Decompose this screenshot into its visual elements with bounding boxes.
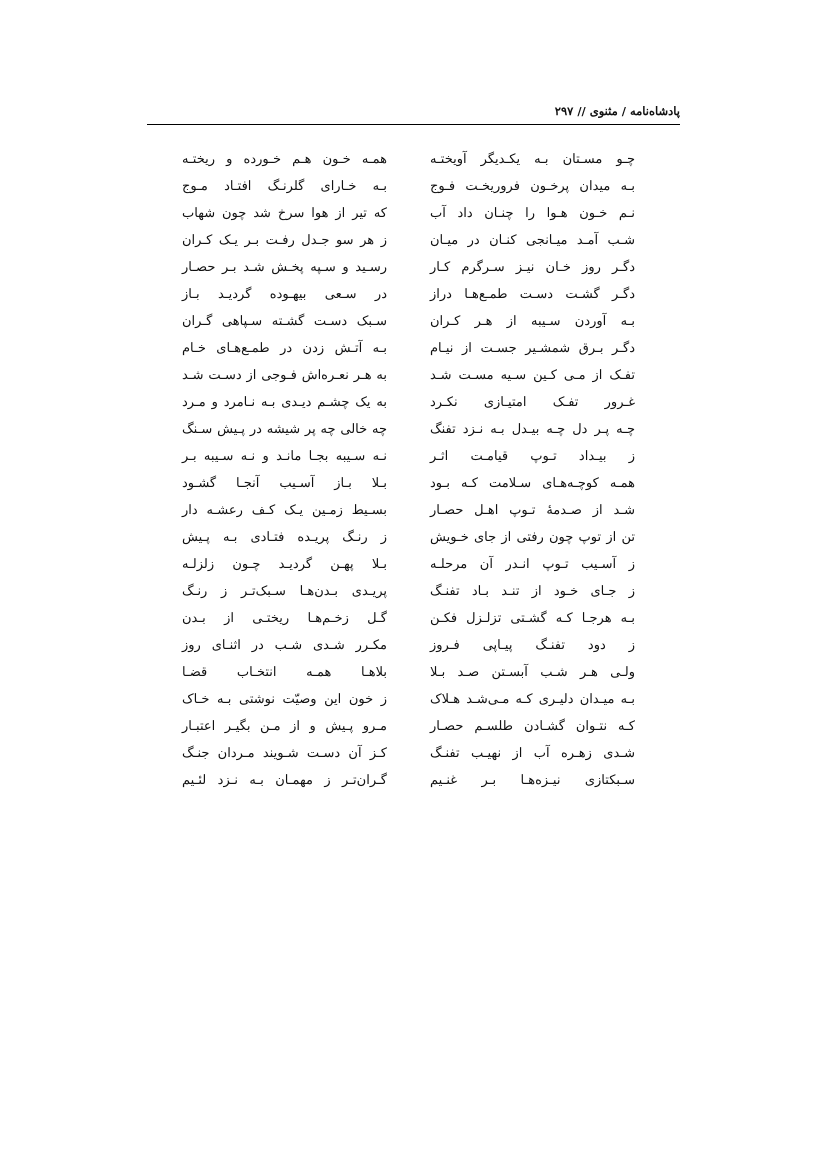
hemistich-right: دگـر بـرق شمشـیر جسـت از نیـام — [430, 341, 635, 356]
hemistich-right: شـد از صـدمهٔ تـوپ اهـل حصـار — [430, 503, 635, 518]
verse-line — [0, 659, 826, 686]
verse-line — [0, 551, 826, 578]
verse-line — [0, 443, 826, 470]
verse-line — [0, 173, 826, 200]
hemistich-right: ولـی هـر شـب آبسـتن صـد بـلا — [430, 665, 635, 680]
verse-line — [0, 389, 826, 416]
hemistich-right: چـه پـر دل چـه بیـدل بـه نـزد تفنگ — [430, 422, 635, 437]
hemistich-right: بـه هرجـا کـه گشـتی تزلـزل فکـن — [430, 611, 635, 626]
hemistich-right: همـه کوچـه‌هـای سـلامت کـه بـود — [430, 476, 635, 491]
verse-line — [0, 281, 826, 308]
header-divider — [147, 124, 680, 125]
verse-line — [0, 686, 826, 713]
hemistich-right: چـو مسـتان بـه یکـدیگر آویختـه — [430, 152, 635, 167]
hemistich-left: بـلا پهـن گردیـد چـون زلزلـه — [182, 557, 387, 572]
hemistich-left: بسـیط زمـین یـک کـف رعشـه دار — [182, 503, 387, 518]
verse-line — [0, 578, 826, 605]
hemistich-left: بـه آتـش زدن در طمـع‌هـای خـام — [182, 341, 387, 356]
verse-line — [0, 632, 826, 659]
hemistich-right: شـدی زهـره آب از نهیـب تفنـگ — [430, 746, 635, 761]
hemistich-right: تفـک از مـی کـین سـیه مسـت شـد — [430, 368, 635, 383]
verse-line — [0, 416, 826, 443]
hemistich-left: که تیر از هوا سرخ شد چون شهاب — [182, 206, 387, 221]
hemistich-left: گـران‌تـر ز مهمـان بـه نـزد لئـیم — [182, 773, 387, 788]
hemistich-left: بـه خـارای گلرنـگ افتـاد مـوج — [182, 179, 387, 194]
hemistich-right: شـب آمـد میـانجی کنـان در میـان — [430, 233, 635, 248]
hemistich-left: همـه خـون هـم خـورده و ریختـه — [182, 152, 387, 167]
hemistich-left: ز هر سو جـدل رفـت بـر یـک کـران — [182, 233, 387, 248]
hemistich-right: دگـر روز خـان نیـز سـرگرم کـار — [430, 260, 635, 275]
hemistich-left: در سـعی بیهـوده گردیـد بـاز — [182, 287, 387, 302]
verse-line — [0, 254, 826, 281]
verse-line — [0, 605, 826, 632]
verse-line — [0, 335, 826, 362]
verse-line — [0, 497, 826, 524]
hemistich-left: نـه سـیبه بجـا مانـد و نـه سـیبه بـر — [182, 449, 387, 464]
verse-line — [0, 524, 826, 551]
hemistich-left: مکـرر شـدی شـب در اثنـای روز — [182, 638, 387, 653]
hemistich-right: ز جـای خـود از تنـد بـاد تفنـگ — [430, 584, 635, 599]
hemistich-left: به هـر نعـره‌اش فـوجی از دسـت شـد — [182, 368, 387, 383]
hemistich-left: کـز آن دسـت شـویند مـردان جنـگ — [182, 746, 387, 761]
hemistich-right: ز آسـیب تـوپ انـدر آن مرحلـه — [430, 557, 635, 572]
verse-line — [0, 470, 826, 497]
hemistich-right: بـه آوردن سـیبه از هـر کـران — [430, 314, 635, 329]
hemistich-left: ز رنـگ پریـده فتـادی بـه پـیش — [182, 530, 387, 545]
hemistich-right: تن از توپ چون رفتی از جای خـویش — [430, 530, 635, 545]
verse-line — [0, 308, 826, 335]
hemistich-left: سـبک دسـت گشـته سـپاهی گـران — [182, 314, 387, 329]
verse-line — [0, 227, 826, 254]
hemistich-left: رسـید و سـپه پخـش شـد بـر حصـار — [182, 260, 387, 275]
verse-line — [0, 362, 826, 389]
header-title: پادشاه‌نامه / مثنوی // ۲۹۷ — [554, 104, 680, 118]
hemistich-right: ز بیـداد تـوپ قیامـت اثـر — [430, 449, 635, 464]
hemistich-left: به یک چشـم دیـدی بـه نـامرد و مـرد — [182, 395, 387, 410]
verse-line — [0, 767, 826, 794]
hemistich-left: ز خون این وصیّت نوشتی بـه خـاک — [182, 692, 387, 707]
hemistich-left: بلاهـا همـه انتخـاب قضـا — [182, 665, 387, 680]
verse-line — [0, 713, 826, 740]
hemistich-right: ز دود تفنـگ پیـاپی فـروز — [430, 638, 635, 653]
hemistich-right: غـرور تفـک امتیـازی نکـرد — [430, 395, 635, 410]
verse-line — [0, 146, 826, 173]
hemistich-left: بـلا بـاز آسـیب آنجـا گشـود — [182, 476, 387, 491]
verse-line — [0, 200, 826, 227]
hemistich-left: پریـدی بـدن‌هـا سـبک‌تـر ز رنـگ — [182, 584, 387, 599]
hemistich-right: سـبکتازی نیـزه‌هـا بـر غنـیم — [430, 773, 635, 788]
hemistich-left: مـرو پـیش و از مـن بگیـر اعتبـار — [182, 719, 387, 734]
hemistich-left: گـل زخـم‌هـا ریختـی از بـدن — [182, 611, 387, 626]
verse-line — [0, 740, 826, 767]
hemistich-left: چه خالی چه پر شیشه در پـیش سـنگ — [182, 422, 387, 437]
hemistich-right: بـه میـدان دلیـری کـه مـی‌شـد هـلاک — [430, 692, 635, 707]
hemistich-right: بـه میدان پرخـون فروریخـت فـوج — [430, 179, 635, 194]
hemistich-right: کـه نتـوان گشـادن طلسـم حصـار — [430, 719, 635, 734]
hemistich-right: دگـر گشـت دسـت طمـع‌هـا دراز — [430, 287, 635, 302]
running-header — [147, 104, 680, 124]
hemistich-right: نـم خـون هـوا را چنـان داد آب — [430, 206, 635, 221]
